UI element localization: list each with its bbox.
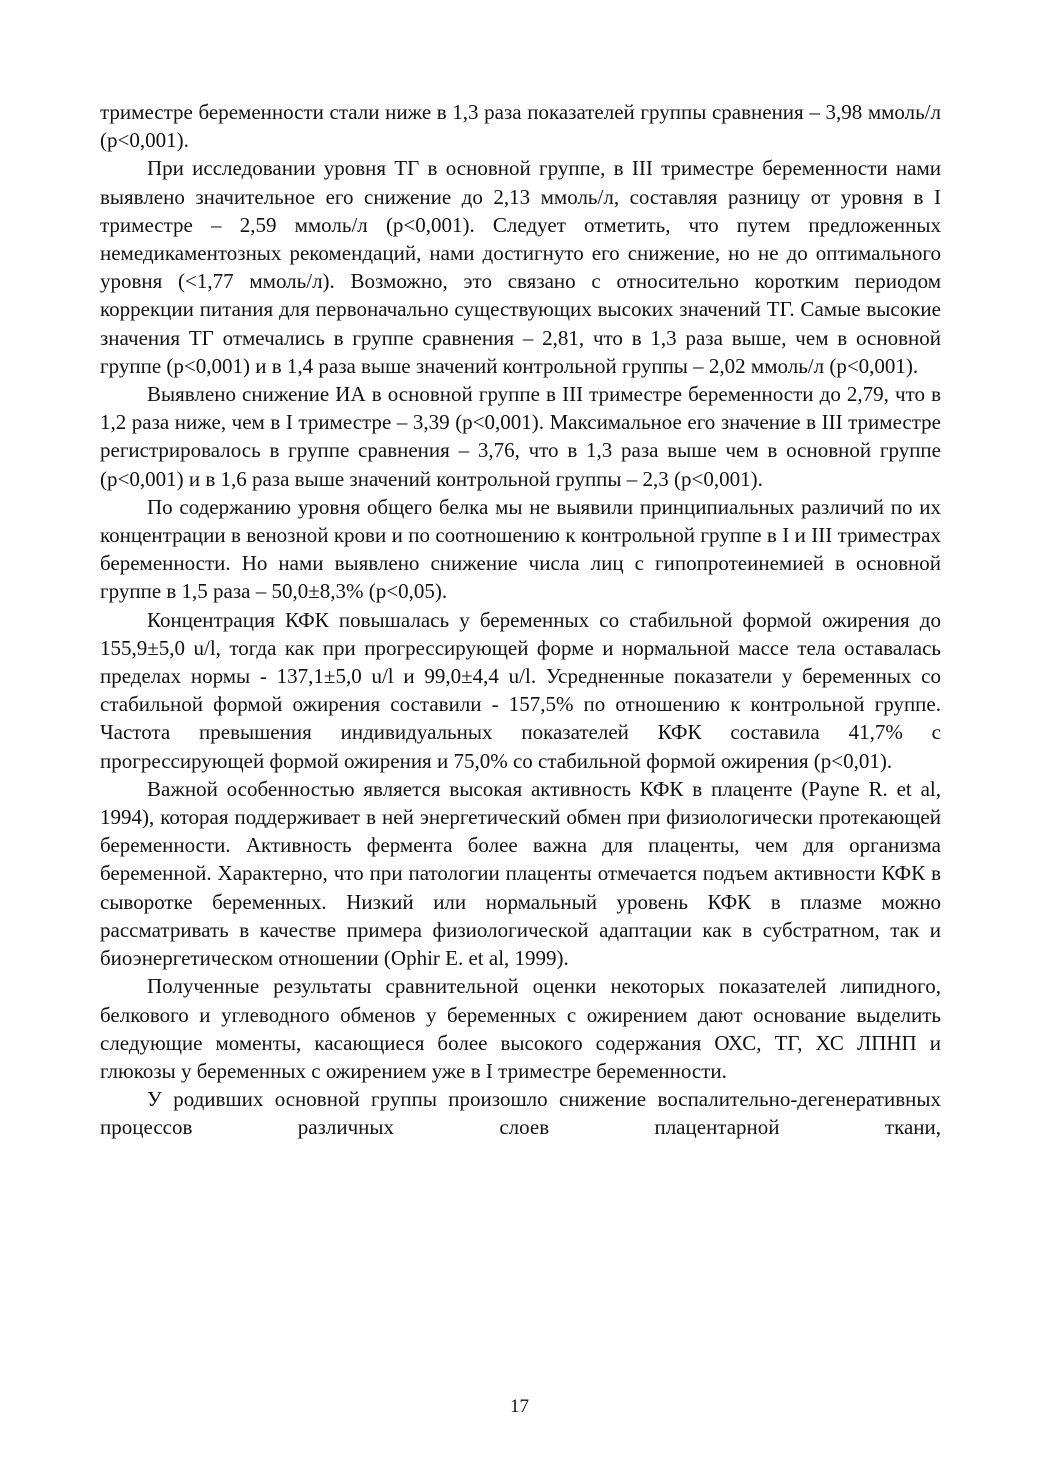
paragraph-6: Важной особенностью является высокая активность КФК в плаценте (Payne R. et al, 1994), которая поддерживает в ней энергетический обмен при физиологически протекающей беременности. Активность фермента более важна для плаценты, чем для организма беременной. Характерно, что при патологии плаценты отмечается подъем активности КФК в сыворотке беременных. Низкий или нормальный уровень КФК в плазме можно рассматривать в качестве примера физиологической адаптации как в субстратном, так и биоэнергетическом отношении (Ophir E. et al, 1999). (100, 776, 941, 971)
paragraph-3: Выявлено снижение ИА в основной группе в III триместре беременности до 2,79, что в 1,2 раза ниже, чем в I триместре – 3,39 (р<0,001). Максимальное его значение в III триместре регистрировалось в группе сравнения – 3,76, что в 1,3 раза выше чем в основной группе (р<0,001) и в 1,6 раза выше значений контрольной группы – 2,3 (р<0,001). (100, 382, 941, 491)
page-number: 17 (510, 1396, 529, 1417)
paragraph-1: триместре беременности стали ниже в 1,3 раза показателей группы сравнения – 3,98 ммоль/л (р<0,001). (100, 100, 941, 153)
paragraph-2: При исследовании уровня ТГ в основной группе, в III триместре беременности нами выявлено значительное его снижение до 2,13 ммоль/л, составляя разницу от уровня в I триместре – 2,59 ммоль/л (р<0,001). Следует отметить, что путем предложенных немедикаментозных рекомендаций, нами достигнуто его снижение, но не до оптимального уровня (<1,77 ммоль/л). Возможно, это связано с относительно коротким периодом коррекции питания для первоначально существующих высоких значений ТГ. Самые высокие значения ТГ отмечались в группе сравнения – 2,81, что в 1,3 раза выше, чем в основной группе (р<0,001) и в 1,4 раза выше значений контрольной группы – 2,02 ммоль/л (р<0,001). (100, 156, 941, 378)
paragraph-7: Полученные результаты сравнительной оценки некоторых показателей липидного, белкового и углеводного обменов у беременных с ожирением дают основание выделить следующие моменты, касающиеся более высокого содержания ОХС, ТГ, ХС ЛПНП и глюкозы у беременных с ожирением уже в I триместре беременности. (100, 974, 941, 1083)
paragraph-8: У родивших основной группы произошло снижение воспалительно-дегенеративных процессов различных слоев плацентарной ткани, (100, 1087, 941, 1140)
document-page (100, 98, 941, 1142)
paragraph-5: Концентрация КФК повышалась у беременных со стабильной формой ожирения до 155,9±5,0 u/l, тогда как при прогрессирующей форме и нормальной массе тела оставалась пределах нормы - 137,1±5,0 u/l и 99,0±4,4 u/l. Усредненные показатели у беременных со стабильной формой ожирения составили - 157,5% по отношению к контрольной группе. Частота превышения индивидуальных показателей КФК составила 41,7% с прогрессирующей формой ожирения и 75,0% со стабильной формой ожирения (р<0,01). (100, 607, 941, 773)
paragraph-4: По содержанию уровня общего белка мы не выявили принципиальных различий по их концентрации в венозной крови и по соотношению к контрольной группе в I и III триместрах беременности. Но нами выявлено снижение числа лиц с гипопротеинемией в основной группе в 1,5 раза – 50,0±8,3% (р<0,05). (100, 494, 941, 604)
